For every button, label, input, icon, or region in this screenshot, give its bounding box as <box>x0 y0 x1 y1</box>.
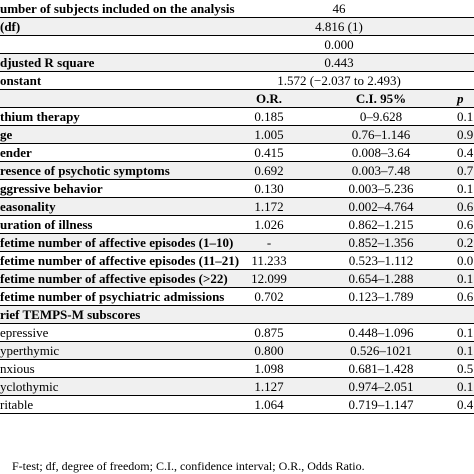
row-ci: 0.852–1.356 <box>348 235 414 250</box>
row-ci: 0.448–1.096 <box>348 325 414 340</box>
subjects-label: umber of subjects included on the analysis <box>0 1 235 16</box>
header-p: p <box>457 91 464 106</box>
subjects-value: 46 <box>332 1 346 16</box>
temps-section-title: rief TEMPS-M subscores <box>0 307 141 322</box>
table-row <box>0 270 474 288</box>
p-value: 0.000 <box>324 37 354 52</box>
row-p: 0.1 <box>457 325 474 340</box>
table-row <box>0 36 474 54</box>
row-or: 0.130 <box>254 181 284 196</box>
row-p: 0.5 <box>457 361 474 376</box>
row-p: 0.9 <box>457 127 474 142</box>
row-ci: 0.719–1.147 <box>348 397 414 412</box>
row-or: 11.233 <box>251 253 287 268</box>
row-ci: 0.974–2.051 <box>348 379 414 394</box>
row-ci: 0.123–1.789 <box>348 289 414 304</box>
row-p: 0.7 <box>457 163 474 178</box>
column-header-row <box>0 90 474 108</box>
row-label: fetime number of affective episodes (11–21) <box>0 253 240 268</box>
row-p: 0.1 <box>457 181 474 196</box>
row-or: 1.064 <box>254 397 284 412</box>
row-or: 0.415 <box>254 145 284 160</box>
row-or: - <box>266 235 272 250</box>
table-row <box>0 72 474 90</box>
row-or: 1.127 <box>254 379 284 394</box>
row-label: fetime number of psychiatric admissions <box>0 289 225 304</box>
row-ci: 0.523–1.112 <box>348 253 414 268</box>
adj-r-square-value: 0.443 <box>324 55 354 70</box>
row-or: 1.098 <box>254 361 284 376</box>
row-or: 0.692 <box>254 163 284 178</box>
table-row <box>0 126 474 144</box>
row-ci: 0.003–7.48 <box>351 163 411 178</box>
f-value: 4.816 (1) <box>315 19 363 34</box>
row-label: fetime number of affective episodes (1–10) <box>0 235 234 250</box>
row-label: easonality <box>0 199 56 214</box>
row-label: ender <box>0 145 32 160</box>
row-label: thium therapy <box>0 109 80 124</box>
row-ci: 0.526–1021 <box>350 343 412 358</box>
header-or: O.R. <box>256 91 282 106</box>
row-label: nxious <box>0 361 35 376</box>
row-label: yperthymic <box>0 343 60 358</box>
row-label: ritable <box>0 397 34 412</box>
row-or: 1.172 <box>254 199 284 214</box>
row-label: uration of illness <box>0 217 93 232</box>
row-ci: 0.654–1.288 <box>348 271 414 286</box>
row-ci: 0.003–5.236 <box>348 181 414 196</box>
row-or: 0.800 <box>254 343 284 358</box>
row-label: fetime number of affective episodes (>22) <box>0 271 228 286</box>
table-row <box>0 162 474 180</box>
table-row <box>0 234 474 252</box>
table-row <box>0 360 474 378</box>
row-label: ggressive behavior <box>0 181 103 196</box>
row-p: 0.4 <box>457 397 474 412</box>
row-p: 0.6 <box>457 289 474 304</box>
row-p: 0.6 <box>457 199 474 214</box>
row-label: ge <box>0 127 13 142</box>
constant-label: onstant <box>0 73 42 88</box>
row-or: 1.026 <box>254 217 284 232</box>
table-row <box>0 342 474 360</box>
table-row <box>0 198 474 216</box>
row-or: 12.099 <box>251 271 287 286</box>
row-p: 0.0 <box>457 253 474 268</box>
f-label: (df) <box>0 19 21 34</box>
row-label: epressive <box>0 325 49 340</box>
row-or: 0.875 <box>254 325 284 340</box>
table-row <box>0 54 474 72</box>
row-or: 1.005 <box>254 127 284 142</box>
table-row <box>0 324 474 342</box>
adj-r-square-label: djusted R square <box>0 55 95 70</box>
row-or: 0.702 <box>254 289 284 304</box>
section-header-row <box>0 306 474 324</box>
table-row <box>0 288 474 306</box>
table-row <box>0 252 474 270</box>
row-p: 0.1 <box>457 343 474 358</box>
table-row <box>0 216 474 234</box>
table-row <box>0 108 474 126</box>
table-row <box>0 144 474 162</box>
constant-value: 1.572 (−2.037 to 2.493) <box>277 73 401 88</box>
table-row <box>0 18 474 36</box>
row-p: 0.1 <box>457 379 474 394</box>
row-ci: 0.862–1.215 <box>348 217 414 232</box>
row-ci: 0–9.628 <box>359 109 403 124</box>
row-p: 0.1 <box>457 271 474 286</box>
table-row <box>0 180 474 198</box>
table-row <box>0 378 474 396</box>
row-p: 0.4 <box>457 145 474 160</box>
header-ci: C.I. 95% <box>355 91 407 106</box>
row-p: 0.6 <box>457 217 474 232</box>
row-label: resence of psychotic symptoms <box>0 163 170 178</box>
row-ci: 0.681–1.428 <box>348 361 414 376</box>
table-row <box>0 0 474 18</box>
row-or: 0.185 <box>254 109 284 124</box>
row-p: 0.1 <box>457 109 474 124</box>
row-ci: 0.008–3.64 <box>351 145 411 160</box>
row-label: yclothymic <box>0 379 59 394</box>
row-p: 0.2 <box>457 235 474 250</box>
table-footnote: F-test; df, degree of freedom; C.I., confidence interval; O.R., Odds Ratio. <box>12 459 365 473</box>
row-ci: 0.002–4.764 <box>348 199 414 214</box>
row-ci: 0.76–1.146 <box>351 127 411 142</box>
table-row <box>0 396 474 414</box>
